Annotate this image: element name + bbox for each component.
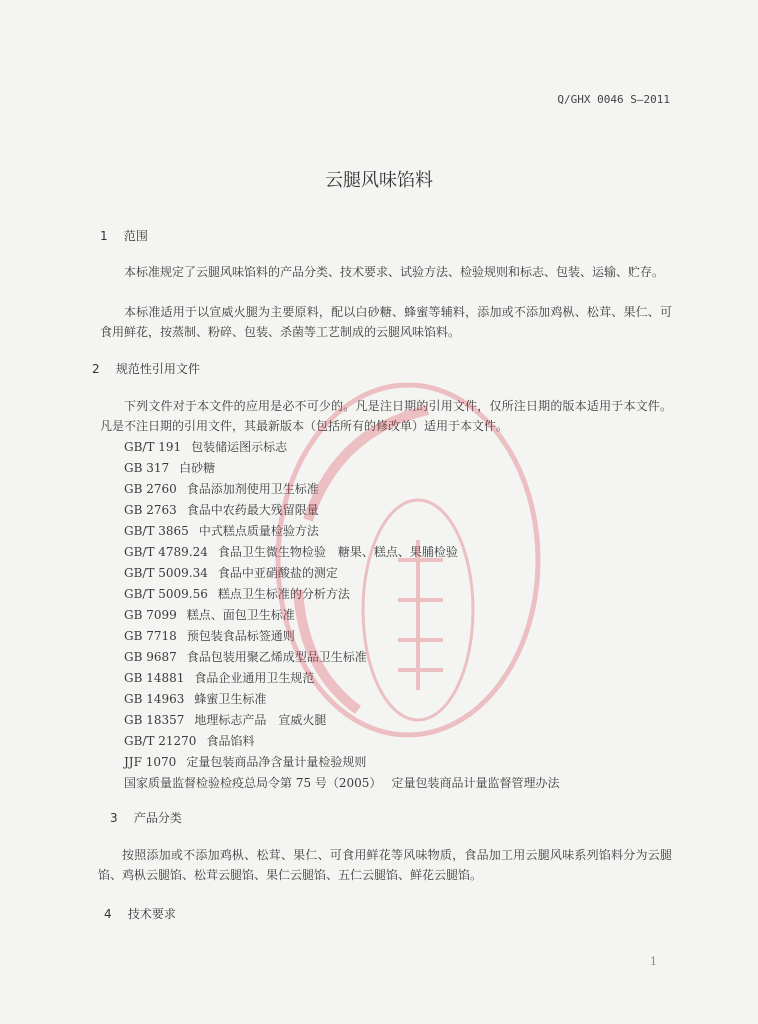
reference-item: GB 14881 食品企业通用卫生规范: [124, 671, 315, 685]
reference-item: 国家质量监督检验检疫总局令第 75 号（2005） 定量包装商品计量监督管理办法: [124, 776, 560, 790]
reference-item: GB 18357 地理标志产品 宣威火腿: [124, 713, 327, 727]
section-2-title: 规范性引用文件: [115, 362, 200, 376]
section-3-title: 产品分类: [133, 811, 182, 825]
section-3-number: 3: [110, 811, 118, 825]
document-code: Q/GHX 0046 S—2011: [557, 93, 670, 106]
section-2-heading: [92, 360, 200, 377]
scope-paragraph-2: 本标准适用于以宣威火腿为主要原料，配以白砂糖、蜂蜜等辅料，添加或不添加鸡枞、松茸、果仁、可食用鲜花，按蒸制、粉碎、包装、杀菌等工艺制成的云腿风味馅料。: [100, 305, 672, 339]
classification-paragraph: 按照添加或不添加鸡枞、松茸、果仁、可食用鲜花等风味物质，食品加工用云腿风味系列馅料分为云腿馅、鸡枞云腿馅、松茸云腿馅、果仁云腿馅、五仁云腿馅、鲜花云腿馅。: [98, 848, 672, 882]
section-3-heading: [110, 809, 182, 826]
section-4-number: 4: [104, 907, 112, 921]
reference-item: GB 14963 蜂蜜卫生标准: [124, 692, 267, 706]
reference-item: GB/T 4789.24 食品卫生微生物检验 糖果、糕点、果脯检验: [124, 545, 458, 559]
scope-paragraph-1: 本标准规定了云腿风味馅料的产品分类、技术要求、试验方法、检验规则和标志、包装、运输、贮存。: [124, 265, 665, 279]
reference-item: GB 2760 食品添加剂使用卫生标准: [124, 482, 319, 496]
reference-item: GB 2763 食品中农药最大残留限量: [124, 503, 319, 517]
reference-item: GB/T 5009.56 糕点卫生标准的分析方法: [124, 587, 350, 601]
section-4-heading: [104, 905, 176, 922]
reference-item: GB 9687 食品包装用聚乙烯成型品卫生标准: [124, 650, 367, 664]
page-number: 1: [650, 955, 657, 968]
section-4-title: 技术要求: [127, 907, 176, 921]
section-1-heading: [100, 227, 148, 244]
reference-item: GB 317 白砂糖: [124, 461, 216, 475]
section-2-number: 2: [92, 362, 100, 376]
document-title: 云腿风味馅料: [325, 170, 433, 191]
reference-item: JJF 1070 定量包装商品净含量计量检验规则: [124, 755, 367, 769]
reference-item: GB 7099 糕点、面包卫生标准: [124, 608, 295, 622]
reference-item: GB/T 3865 中式糕点质量检验方法: [124, 524, 319, 538]
section-1-title: 范围: [123, 229, 148, 243]
reference-item: GB/T 5009.34 食品中亚硝酸盐的测定: [124, 566, 338, 580]
reference-item: GB/T 21270 食品馅料: [124, 734, 255, 748]
reference-item: GB 7718 预包装食品标签通则: [124, 629, 295, 643]
reference-item: GB/T 191 包装储运图示标志: [124, 440, 288, 454]
references-intro: 下列文件对于本文件的应用是必不可少的。凡是注日期的引用文件，仅所注日期的版本适用于本文件。凡是不注日期的引用文件，其最新版本（包括所有的修改单）适用于本文件。: [100, 399, 672, 433]
section-1-number: 1: [100, 229, 108, 243]
reference-list: [124, 437, 559, 794]
